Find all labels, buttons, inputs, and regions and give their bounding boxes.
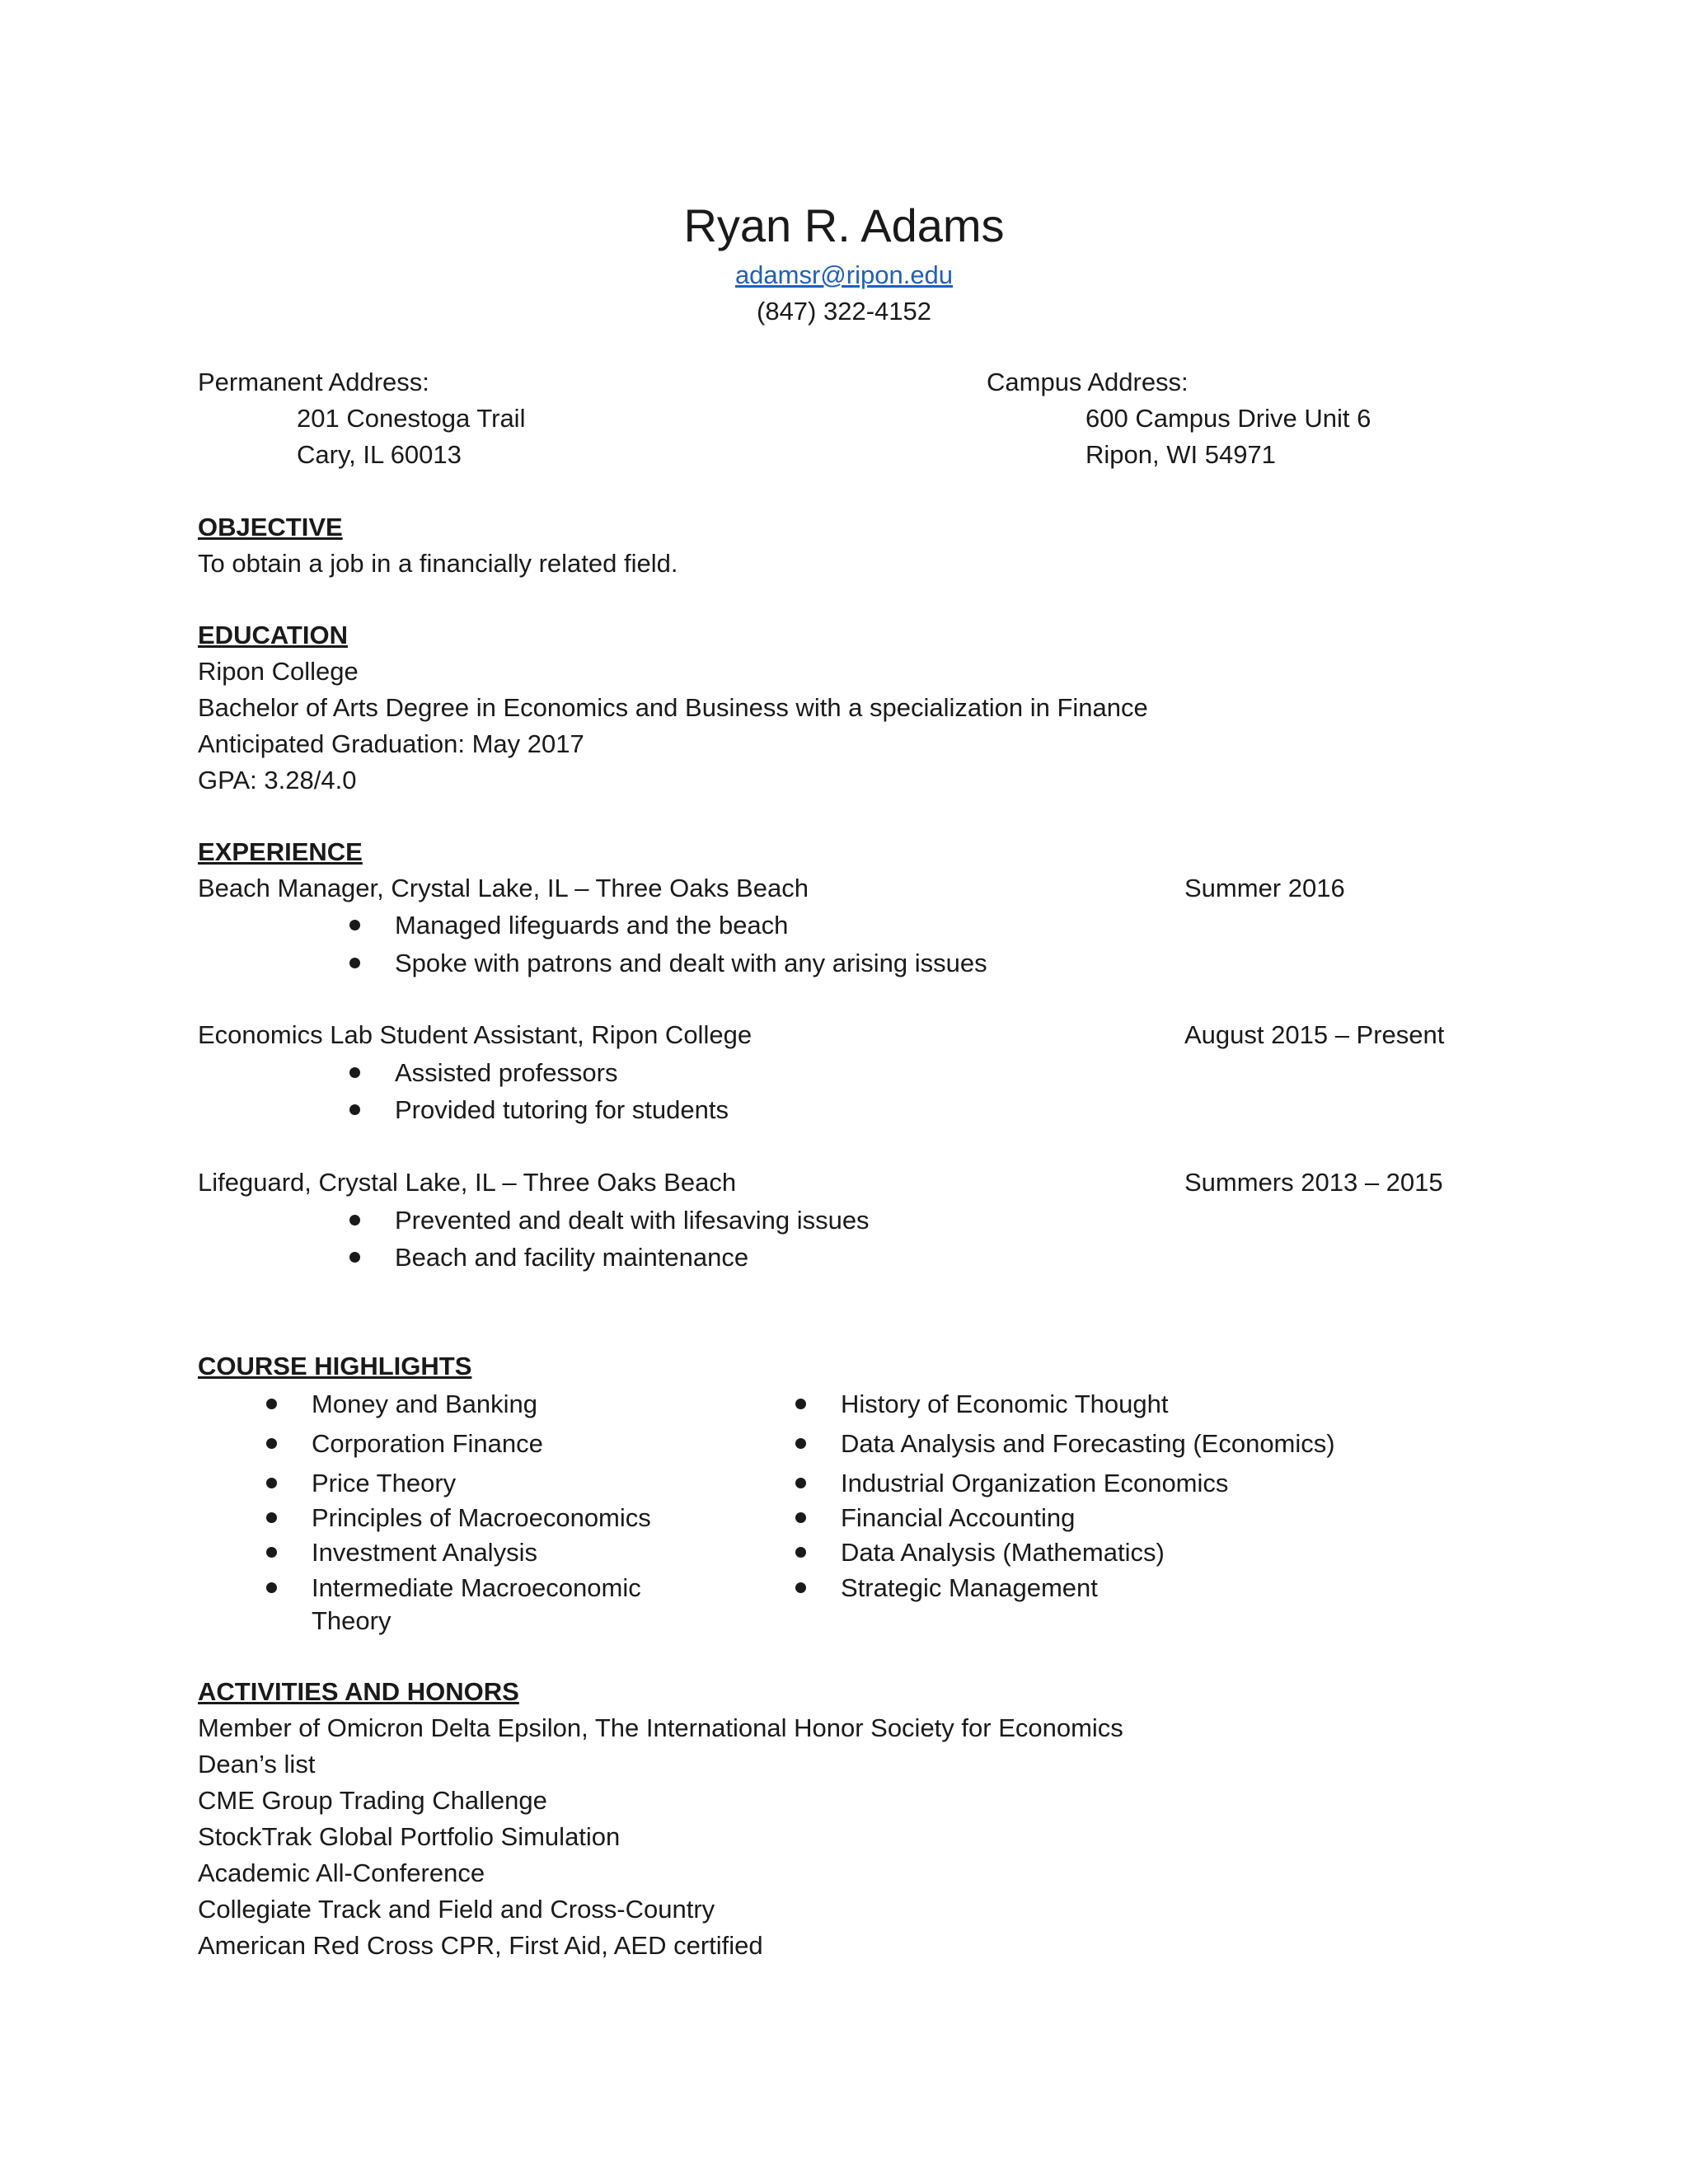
email-container bbox=[0, 262, 1688, 288]
job-bullet: Provided tutoring for students bbox=[395, 1095, 729, 1124]
course-item: Intermediate Macroeconomic bbox=[312, 1573, 641, 1602]
course-item: Financial Accounting bbox=[841, 1503, 1076, 1532]
course-item: Money and Banking bbox=[312, 1390, 538, 1418]
objective-heading: OBJECTIVE bbox=[198, 513, 343, 541]
campus-address-label: Campus Address: bbox=[987, 368, 1189, 396]
activity-item: StockTrak Global Portfolio Simulation bbox=[198, 1822, 621, 1851]
job-bullet: Assisted professors bbox=[395, 1058, 618, 1087]
job-date: Summer 2016 bbox=[1184, 874, 1345, 902]
activity-item: Member of Omicron Delta Epsilon, The International Honor Society for Economics bbox=[198, 1713, 1123, 1742]
courses-heading: COURSE HIGHLIGHTS bbox=[198, 1352, 472, 1380]
job-date: August 2015 – Present bbox=[1184, 1020, 1445, 1049]
course-item: Investment Analysis bbox=[312, 1538, 537, 1567]
education-heading: EDUCATION bbox=[198, 621, 348, 649]
job-bullet: Prevented and dealt with lifesaving issues bbox=[395, 1206, 870, 1235]
permanent-address-line1: 201 Conestoga Trail bbox=[297, 404, 526, 433]
activity-item: American Red Cross CPR, First Aid, AED certified bbox=[198, 1931, 763, 1960]
course-item: Industrial Organization Economics bbox=[841, 1469, 1229, 1497]
job-bullet: Managed lifeguards and the beach bbox=[395, 911, 789, 940]
activities-heading: ACTIVITIES AND HONORS bbox=[198, 1677, 519, 1706]
course-item: Data Analysis (Mathematics) bbox=[841, 1538, 1165, 1567]
course-item: Price Theory bbox=[312, 1469, 457, 1497]
campus-address-line1: 600 Campus Drive Unit 6 bbox=[1085, 404, 1372, 433]
education-gpa: GPA: 3.28/4.0 bbox=[198, 766, 357, 794]
activity-item: Academic All-Conference bbox=[198, 1858, 485, 1887]
course-item: History of Economic Thought bbox=[841, 1390, 1169, 1418]
course-item: Principles of Macroeconomics bbox=[312, 1503, 651, 1532]
job-bullet: Spoke with patrons and dealt with any arising issues bbox=[395, 949, 987, 977]
course-item: Corporation Finance bbox=[312, 1429, 543, 1458]
phone-number: (847) 322-4152 bbox=[757, 297, 931, 326]
course-item: Data Analysis and Forecasting (Economics) bbox=[841, 1429, 1335, 1458]
job-date: Summers 2013 – 2015 bbox=[1184, 1168, 1443, 1197]
job-bullet: Beach and facility maintenance bbox=[395, 1243, 749, 1272]
permanent-address-line2: Cary, IL 60013 bbox=[297, 440, 462, 469]
campus-address-line2: Ripon, WI 54971 bbox=[1085, 440, 1276, 469]
education-school: Ripon College bbox=[198, 657, 359, 686]
permanent-address-label: Permanent Address: bbox=[198, 368, 429, 396]
education-graduation: Anticipated Graduation: May 2017 bbox=[198, 729, 584, 758]
resume-name: Ryan R. Adams bbox=[683, 199, 1005, 251]
education-degree: Bachelor of Arts Degree in Economics and Business with a specialization in Finance bbox=[198, 693, 1148, 722]
email-link[interactable]: adamsr@ripon.edu bbox=[734, 260, 954, 289]
course-item: Strategic Management bbox=[841, 1573, 1098, 1602]
course-item-continuation: Theory bbox=[312, 1606, 392, 1635]
activity-item: Collegiate Track and Field and Cross-Country bbox=[198, 1895, 715, 1924]
experience-heading: EXPERIENCE bbox=[198, 837, 363, 866]
job-title: Lifeguard, Crystal Lake, IL – Three Oaks Beach bbox=[198, 1168, 737, 1197]
objective-text: To obtain a job in a financially related field. bbox=[198, 549, 678, 578]
activity-item: CME Group Trading Challenge bbox=[198, 1786, 547, 1815]
activity-item: Dean’s list bbox=[198, 1750, 316, 1779]
job-title: Beach Manager, Crystal Lake, IL – Three Oaks Beach bbox=[198, 874, 809, 902]
job-title: Economics Lab Student Assistant, Ripon College bbox=[198, 1020, 753, 1049]
